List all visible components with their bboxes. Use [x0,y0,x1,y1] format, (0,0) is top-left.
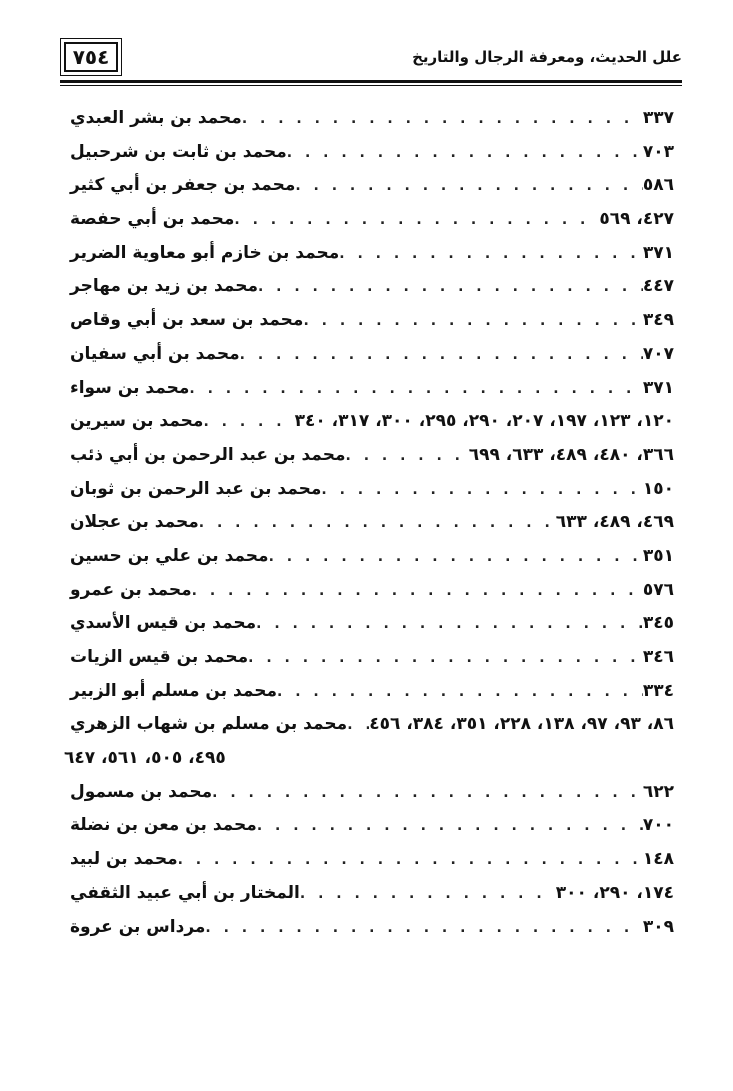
page-number: ٧٥٤ [64,42,118,72]
index-entry [64,681,682,715]
entry-name: مرداس بن عروة [70,916,206,937]
entry-name: محمد بن مسلم أبو الزبير [70,680,277,701]
entry-name: محمد بن ثابت بن شرحبيل [70,141,287,162]
entry-name: محمد بن زيد بن مهاجر [70,276,258,297]
entry-pages: ١٥٠ [642,478,674,499]
entry-pages: ١٢٠، ١٢٣، ١٩٧، ٢٠٧، ٢٩٠، ٢٩٥، ٣٠٠، ٣١٧، ٣٤٠ [294,411,674,432]
index-entry [64,714,682,748]
book-title: علل الحديث، ومعرفة الرجال والتاريخ [412,48,682,66]
running-header [60,38,682,78]
dot-leader [347,716,369,734]
entry-pages: ٣٥١ [642,545,674,566]
index-entry [64,883,682,917]
index-entry [64,411,682,445]
entry-name: محمد بن لبيد [70,849,178,870]
entry-pages: ٤٦٩، ٤٨٩، ٦٣٣ [555,512,674,533]
entry-name: محمد بن علي بن حسين [70,545,269,566]
entry-name: محمد بن أبي سفيان [70,343,240,364]
entry-name: محمد بن جعفر بن أبي كثير [70,175,296,196]
entry-pages: ٥٧٦ [642,579,674,600]
entry-pages: ٣٧١ [642,377,674,398]
index-entry [64,108,682,142]
entry-name: محمد بن قيس الأسدي [70,613,257,634]
dot-leader [295,177,643,195]
dot-leader [300,885,556,903]
entry-name: محمد بن عمرو [70,579,192,600]
dot-leader [212,784,643,802]
entry-pages: ٥٨٦ [642,175,674,196]
index-entry [64,782,682,816]
entry-name: محمد بن أبي حفصة [70,209,235,230]
entry-pages: ٤٩٥، ٥٠٥، ٥٦١، ٦٤٧ [64,748,226,769]
entry-name: محمد بن عجلان [70,512,199,533]
entry-pages: ٣٣٤ [642,680,674,701]
entry-pages: ٣٦٦، ٤٨٠، ٤٨٩، ٦٣٣، ٦٩٩ [468,444,674,465]
index-entry [64,344,682,378]
dot-leader [321,481,642,499]
index-entry [64,445,682,479]
entry-name: محمد بن عبد الرحمن بن أبي ذئب [70,444,346,465]
entry-name: محمد بن قيس الزيات [70,647,249,667]
entry-pages: ٨٦، ٩٣، ٩٧، ١٣٨، ٢٢٨، ٣٥١، ٣٨٤، ٤٥٦ [369,714,674,735]
dot-leader [339,245,643,263]
entry-name: محمد بن بشر العبدي [70,108,242,128]
index-entry [64,815,682,849]
dot-leader [178,851,643,869]
index-entry [64,849,682,883]
entry-pages: ٧٠٣ [642,141,674,162]
dot-leader [248,649,643,667]
index-entry [64,917,682,951]
entry-pages: ١٤٨ [642,849,674,870]
dot-leader [346,447,469,465]
entry-name: محمد بن سيرين [70,411,204,432]
index-entry [64,378,682,412]
dot-leader [205,919,642,937]
index-entry [64,546,682,580]
index-entry [64,276,682,310]
dot-leader [189,380,642,398]
entry-name: المختار بن أبي عبيد الثقفي [70,882,300,903]
entry-name: محمد بن مسلم بن شهاب الزهري [70,714,348,735]
dot-leader [269,548,643,566]
entry-name: محمد بن مسمول [70,781,213,802]
dot-leader [303,312,642,330]
entry-name: محمد بن عبد الرحمن بن ثوبان [70,478,322,499]
entry-name: محمد بن سواء [70,377,190,398]
dot-leader [240,346,643,364]
entry-pages: ١٧٤، ٢٩٠، ٣٠٠ [555,882,674,903]
index-entry [64,243,682,277]
dot-leader [257,817,643,835]
index-entry-continuation [64,748,682,782]
entry-pages: ٧٠٧ [642,343,674,364]
dot-leader [199,514,556,532]
entry-name: محمد بن سعد بن أبي وقاص [70,310,304,331]
index-entry [64,310,682,344]
entry-pages: ٣٤٦ [642,647,674,667]
dot-leader [256,615,643,633]
header-rule [60,80,682,86]
index-entry [64,512,682,546]
index-entry [64,580,682,614]
entry-pages: ٤٤٧ [642,276,674,297]
index-entry [64,613,682,647]
entry-pages: ٣٣٧ [642,108,674,128]
dot-leader [203,413,294,431]
dot-leader [192,582,643,600]
dot-leader [242,110,643,128]
entry-pages: ٣٧١ [642,242,674,263]
entry-pages: ٧٠٠ [642,815,674,836]
entry-pages: ٣٤٩ [642,310,674,331]
entry-name: محمد بن معن بن نضلة [70,815,257,836]
index-entry [64,479,682,513]
dot-leader [234,211,599,229]
dot-leader [287,144,643,162]
dot-leader [258,278,643,296]
index-entry [64,142,682,176]
entry-pages: ٤٢٧، ٥٦٩ [599,209,674,230]
entry-pages: ٦٢٢ [642,781,674,802]
index-entry [64,647,682,681]
name-index-list [64,108,682,950]
entry-name: محمد بن خازم أبو معاوية الضرير [70,242,340,263]
entry-pages: ٣٤٥ [642,613,674,634]
index-entry [64,209,682,243]
index-entry [64,175,682,209]
entry-pages: ٣٠٩ [642,916,674,937]
dot-leader [277,683,643,701]
